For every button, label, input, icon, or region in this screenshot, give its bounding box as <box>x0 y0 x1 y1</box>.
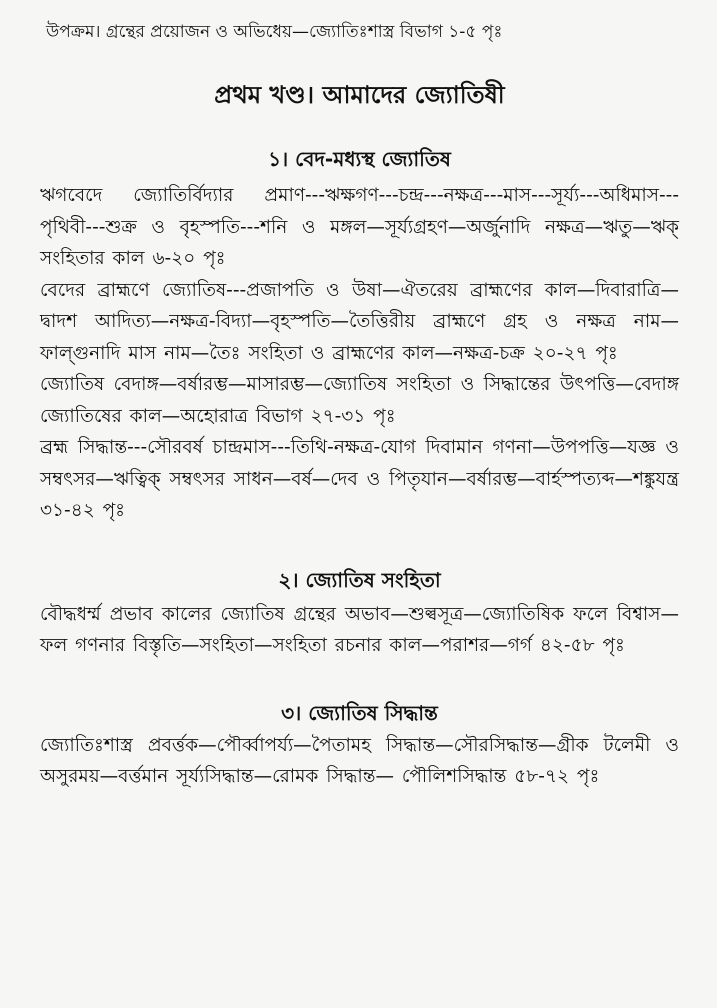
chapter-title: ৩। জ্যোতিষ সিদ্ধান্ত <box>281 700 438 725</box>
chapter-title: ১। বেদ-মধ্যস্থ জ্যোতিষ <box>268 147 451 171</box>
chapter-title: ২। জ্যোতিষ সংহিতা <box>278 567 441 592</box>
introduction-line: উপক্রম। গ্রন্থের প্রয়োজন ও অভিধেয়—জ্যোতিঃশাস্ত্র বিভাগ ১-৫ পৃঃ <box>46 22 503 42</box>
chapter-3 <box>40 698 679 793</box>
part-title: প্রথম খণ্ড। আমাদের জ্যোতিষী <box>214 81 505 109</box>
chapter-paragraph: বৌদ্ধধর্ম্ম প্রভাব কালের জ্যোতিষ গ্রন্থের অভাব—শুল্বসূত্র—জ্যোতিষিক ফলে বিশ্বাস—ফল গণনার বিস্তৃতি—সংহিতা—সংহিতা রচনার কাল—পরাশর—গর্গ ৪২-৫৮ পৃঃ <box>40 603 679 656</box>
chapter-paragraph: জ্যোতিঃশাস্ত্র প্রবর্ত্তক—পৌর্ব্বাপর্য্য—পৈতামহ সিদ্ধান্ত—সৌরসিদ্ধান্ত—গ্রীক টলেমী ও অসুরময়—বর্ত্তমান সূর্য্যসিদ্ধান্ত—রোমক সিদ্ধান্ত— পৌলিশসিদ্ধান্ত ৫৮-৭২ পৃঃ <box>40 734 679 787</box>
chapter-1 <box>40 144 679 527</box>
chapter-paragraph: বেদের ব্রাহ্মণে জ্যোতিষ---প্রজাপতি ও উষা—ঐতরেয় ব্রাহ্মণের কাল—দিবারাত্রি—দ্বাদশ আদিত্য—নক্ষত্র-বিদ্যা—বৃহস্পতি—তৈত্তিরীয় ব্রাহ্মণে গ্রহ ও নক্ষত্র নাম—ফাল্গুনাদি মাস নাম—তৈঃ সংহিতা ও ব্রাহ্মণের কাল—নক্ষত্র-চক্র ২০-২৭ পৃঃ <box>40 279 679 364</box>
chapter-paragraph: জ্যোতিষ বেদাঙ্গ—বর্ষারম্ভ—মাসারম্ভ—জ্যোতিষ সংহিতা ও সিদ্ধান্তের উৎপত্তি—বেদাঙ্গ জ্যোতিষের কাল—অহোরাত্র বিভাগ ২৭-৩১ পৃঃ <box>40 374 679 427</box>
chapter-paragraph: ব্রহ্ম সিদ্ধান্ত---সৌরবর্ষ চান্দ্রমাস---তিথি-নক্ষত্র-যোগ দিবামান গণনা—উপপত্তি—যজ্ঞ ও সম্বৎসর—ঋত্বিক্ সম্বৎসর সাধন—বর্ষ—দেব ও পিতৃযান—বর্ষারম্ভ—বার্হস্পত্যব্দ—শঙ্কুযন্ত্র ৩১-৪২ পৃঃ <box>40 437 679 521</box>
chapter-paragraph: ঋগবেদে জ্যোতির্বিদ্যার প্রমাণ---ঋক্ষগণ---চন্দ্র---নক্ষত্র---মাস---সূর্য্য---অধিমাস---পৃথিবী---শুক্র ও বৃহস্পতি---শনি ও মঙ্গল—সূর্য্যগ্রহণ—অর্জুনাদি নক্ষত্র—ঋতু—ঋক্ সংহিতার কাল ৬-২০ পৃঃ <box>40 185 679 269</box>
chapter-2 <box>40 565 679 662</box>
